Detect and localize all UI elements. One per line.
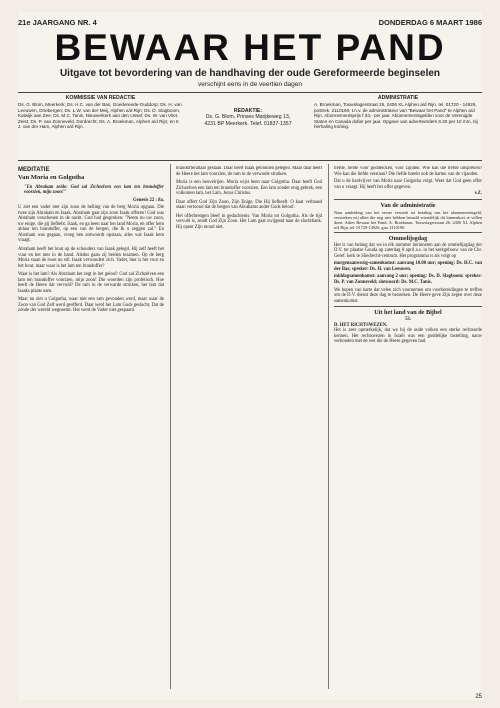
col3-rule-3 xyxy=(334,306,482,307)
administration-heading: ADMINISTRATIE xyxy=(377,95,419,101)
top-line xyxy=(18,18,482,27)
meditation-paragraph-4: Maar nu ziet u Golgotha, waar niet een ram gevonden werd, maar waar de Zoon van God Zelf werd geofferd. Daar werd het Lam Gods geslacht, Dat de zonde der wereld wegneemt. Het werd de Vader niet gespaard. xyxy=(18,297,164,314)
divider-columns xyxy=(18,160,482,161)
col2-paragraph-1: brandofferaltaar gestaan. Daar heeft Isaak gebonden gelegen. Maar daar heeft de Heere het lam voorzien, de ram in de verwarde struiken. xyxy=(176,166,322,177)
meditation-reference: Genesis 22 : 8a. xyxy=(133,197,164,203)
bible-series-number: 53. xyxy=(405,317,411,323)
newspaper-page xyxy=(18,12,482,700)
col3-paragraph-1: liefde, liefde voor goddelozen, voor zijnden. Wie kan die liefde uitspreken? Wie kan die liefde verstaan? Die liefde breekt ook de harten van de vijanden. xyxy=(334,166,482,177)
editorial-line-1: Ds. G. Blom, Prinses Marijkeweg 13, xyxy=(205,114,291,121)
column-divider-2 xyxy=(328,164,329,689)
column-two xyxy=(176,166,322,691)
administration-notice-text: Naar aanleiding van het eerste verzoek tot betaling van het abonnementsgeld, verzoeken wij allen die nog niet hebben betaald vriendelijk dit binnenkort te willen doen. Adres Bewaar het Pand: A. Broekman, Touwslagerstraat 26, 2406 XL Alphen a/d Rijn, tel. 01720-14926, giro 2110190. xyxy=(334,209,482,230)
bible-series-heading: Uit het land van de Bijbel xyxy=(374,309,442,317)
event-afternoon-session: middagsamenkomst: aanvang 2 uur; opening: Ds. D. Slagboom; spreker: Ds. P. van Zonneveld; slotwoord: Ds. M.C. Tanis. xyxy=(334,274,482,286)
event-heading: Ommelijsgdag xyxy=(388,234,428,242)
column-three xyxy=(334,166,482,686)
event-morning-session: morgenaanwezig-samenkomst: aanvang 10.00 uur; opening: Ds. H.C. van der Bas; spreker: Ds. H. van Leeuwen. xyxy=(334,261,482,272)
editorial-committee-box xyxy=(18,96,183,129)
editorial-line-2: 4231 BP Meerkerk. Telef. 01837-1357 xyxy=(204,120,292,127)
administration-text: A. Broekman, Touwslagerstraat 26, 2406 XL Alphen a/d Rijn, tel. 01720 - 14926, postrek. 2110190, t.n.v. de administrateur van "Bewaar het Pand" te Alphen a/d Rijn. Abonnementsprijs f 33,- per jaar. Abonnementsgelden voor de Verenigde Staten en Canada dollar per jaar. Opgave van adverteerders 8.20 per 10 mm, bij herhaling korting. xyxy=(314,102,478,130)
meditation-title: Van Moria en Golgotha xyxy=(18,174,85,181)
publication-frequency: verschijnt eens in de veertien dagen xyxy=(197,81,303,88)
column-meditation xyxy=(18,166,164,691)
event-paragraph-1: Het is van belang dat we in elk nummer herinneren aan de ommelijsgdag der D.V. ter plaatse Gouda op zaterdag 8 april a.s. in het kerkgebouw van de Chr. Geref. kerk te Sliedrecht-centrum. Het programma is als volgt op xyxy=(334,242,482,259)
meditation-quote: "En Abraham zeide: God zal Zichzelven een lam ten brandoffer voorzien, mijn zoon!" xyxy=(24,184,164,196)
administration-notice-heading: Van de administratie xyxy=(380,201,436,209)
page-number: 25 xyxy=(475,694,482,700)
event-paragraph-2: We hopen van harte dat velen zich voornemen om voorbereidingen te treffen om de D.V. dienst deze dag te bezoeken. De Heere geve Zijn zegen over deze samenkomst. xyxy=(334,287,482,304)
col3-signature: v.Z. xyxy=(474,191,482,197)
col2-paragraph-4: Het offerbrengen bleef in gedachtenis. Van Moria tot Golgotha. Als de tijd vervuld is, zendt God Zijn Zoon. Het Lam gaat zwijgend naar de slachtbank. Hij opent Zijn mond niet. xyxy=(176,213,322,230)
meditation-paragraph-3: Waar is het lam? Als Abraham het zegt in het geloof: God zal Zichzelven een lam ten brandoffer voorzien, mijn zoon! Die woorden zijn profetisch. Hoe heeft de Heere dat vervuld? De ram in de verwarde struiken, het lam dat Isaaks plaats nam. xyxy=(18,272,164,294)
col2-paragraph-2: Moria is een heuvelrijen. Moria wijst heen naar Golgotha. Daar heeft God Zichzelven een lam ten brandoffer voorzien. Een lam zonder enig gebrek, een volkomen lam, het Lam, Jezus Christus. xyxy=(176,180,322,197)
masthead-subtitle: Uitgave tot bevordering van de handhaving der oude Gereformeerde beginselen xyxy=(59,68,441,79)
volume-label: 21e JAARGANG NR. 4 xyxy=(18,18,97,27)
masthead-title: BEWAAR HET PAND xyxy=(54,27,446,68)
editorial-address xyxy=(198,108,298,127)
column-divider-1 xyxy=(170,164,171,689)
administration-box xyxy=(314,96,482,129)
bible-series-paragraph: Het is zeer opmerkelijk, dat we bij de oude volken een sterke rechtsorde kennen. Het rechtswezen in Israël was een goddelijke instelling, nauw verbonden met de wet die de Heere gegeven had. xyxy=(334,328,482,345)
divider-top xyxy=(18,92,482,93)
col3-rule-1 xyxy=(334,199,482,200)
col3-rule-2 xyxy=(334,232,482,233)
issue-date: DONDERDAG 6 MAART 1986 xyxy=(378,18,482,27)
meditation-paragraph-2: Abraham heeft het hout op de schouders van Isaak gelegd. Hij zelf heeft het vuur en het mes in de hand. Alsdus gaan zij beiden tezamen. Op de berg Moria staan de twee nu stil. Isaak verwondert zich. Vader, hier is het vuur en het hout, maar waar is het lam ten brandoffer? xyxy=(18,246,164,269)
committee-heading: KOMMISSIE VAN REDACTIE xyxy=(65,95,136,101)
meditation-section-label: MEDITATIE xyxy=(18,167,50,173)
col2-paragraph-3: Daar offert God Zijn Zoon, Zijn Enige, Die Hij liefheeft. O kaat verbaasd staan vertoond dat de bergen van Abrahams ander Gods beloof. xyxy=(176,199,322,211)
committee-text: Ds. G. Blom, Meerkerk; Ds. H.C. van der Bas, Goedereede-Ouddorp; Ds. H. van Leeuwen, Driebergen; Ds. L.W. van der Meij, Alphen a/d Rijn; Ds. D. Slagboom, Katwijk aan Zee; Ds. M.C. Tanis, Nieuwerkerk aan den IJssel; Ds. W. van Vliet, Zeist; Ds. P. van Zonneveld, Dordrecht; Ds. A. Broekman, Alphen a/d Rijn; en Ir. J. van der Ham, Alphen a/d Rijn. xyxy=(18,102,182,130)
col3-paragraph-2: Dat u de hardvijver van Moria naar Golgotha volgt. Weet dat God geen offer van u vraagt. Hij heeft het offer gegeven. xyxy=(334,179,482,190)
meditation-paragraph-1: U ziet een vader met zijn zoon de helling van de berg Moria opgaan. Die twee zijn Abraham en Isaak. Abraham gaat zijn zoon Isaak offeren! God was Abraham verschenen in de nacht. God had gesproken: "Neem nu uw zoon, uw enige, die gij liefhebt, Isaak, en ga heen naar het land Moria, en offer hem aldaar ten brandoffer, op een van de bergen, die Ik u zeggen zal." En Abraham was gegaan, vroeg ben antwoordt opstaan, alles wat Isaak hem vraagt. xyxy=(18,205,164,244)
bible-series-subheading: D. HET RICHTSWEZEN. xyxy=(334,322,388,328)
editorial-heading: REDAKTIE: xyxy=(233,108,263,114)
